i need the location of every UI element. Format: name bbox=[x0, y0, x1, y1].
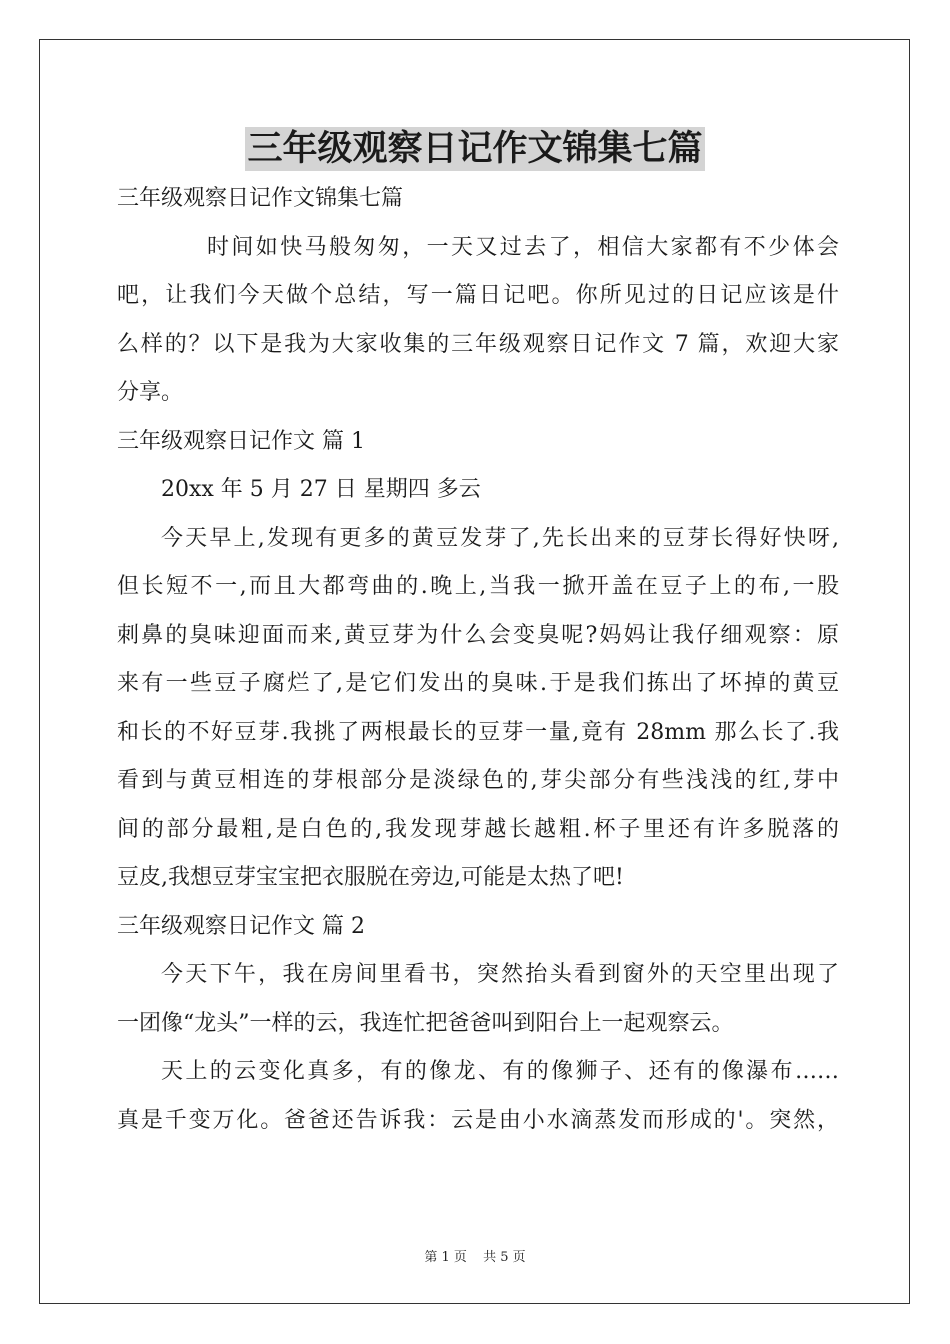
paragraph-line: 今天下午，我在房间里看书，突然抬头看到窗外的天空里出现了 bbox=[161, 962, 839, 987]
page-current: 第 1 页 bbox=[424, 1250, 467, 1265]
paragraph-line: 吧，让我们今天做个总结，写一篇日记吧。你所见过的日记应该是什 bbox=[117, 283, 839, 308]
page-footer bbox=[0, 1246, 950, 1265]
date-line: 20xx 年 5 月 27 日 星期四 多云 bbox=[161, 477, 481, 502]
page-total: 共 5 页 bbox=[483, 1250, 526, 1265]
paragraph-line: 真是千变万化。爸爸还告诉我：云是由小水滴蒸发而形成的'。突然， bbox=[117, 1107, 839, 1133]
paragraph-line: 时间如快马般匆匆，一天又过去了，相信大家都有不少体会 bbox=[207, 234, 839, 260]
title-container bbox=[0, 127, 950, 171]
paragraph-line: 今天早上,发现有更多的黄豆发芽了,先长出来的豆芽长得好快呀, bbox=[161, 525, 839, 551]
document-title: 三年级观察日记作文锦集七篇 bbox=[247, 128, 703, 169]
paragraph-line: 么样的？以下是我为大家收集的三年级观察日记作文 7 篇，欢迎大家 bbox=[117, 331, 839, 357]
paragraph-line: 天上的云变化真多，有的像龙、有的像狮子、还有的像瀑布…… bbox=[161, 1059, 839, 1084]
document-body bbox=[117, 175, 839, 1145]
paragraph-line: 豆皮,我想豆芽宝宝把衣服脱在旁边,可能是太热了吧! bbox=[117, 865, 624, 890]
paragraph-line: 分享。 bbox=[117, 380, 184, 405]
subtitle-line: 三年级观察日记作文锦集七篇 bbox=[117, 186, 404, 211]
paragraph-line: 间的部分最粗,是白色的,我发现芽越长越粗.杯子里还有许多脱落的 bbox=[117, 816, 839, 842]
paragraph-line: 一团像“龙头”一样的云，我连忙把爸爸叫到阳台上一起观察云。 bbox=[117, 1010, 734, 1036]
paragraph-line: 看到与黄豆相连的芽根部分是淡绿色的,芽尖部分有些浅浅的红,芽中 bbox=[117, 768, 839, 793]
paragraph-line: 刺鼻的臭味迎面而来,黄豆芽为什么会变臭呢?妈妈让我仔细观察：原 bbox=[117, 622, 839, 648]
paragraph-line: 和长的不好豆芽.我挑了两根最长的豆芽一量,竟有 28mm 那么长了.我 bbox=[117, 719, 839, 745]
section-heading: 三年级观察日记作文 篇 2 bbox=[117, 913, 365, 939]
section-heading: 三年级观察日记作文 篇 1 bbox=[117, 428, 365, 454]
paragraph-line: 但长短不一,而且大都弯曲的.晚上,当我一掀开盖在豆子上的布,一股 bbox=[117, 574, 839, 599]
paragraph-line: 来有一些豆子腐烂了,是它们发出的臭味.于是我们拣出了坏掉的黄豆 bbox=[117, 671, 839, 696]
